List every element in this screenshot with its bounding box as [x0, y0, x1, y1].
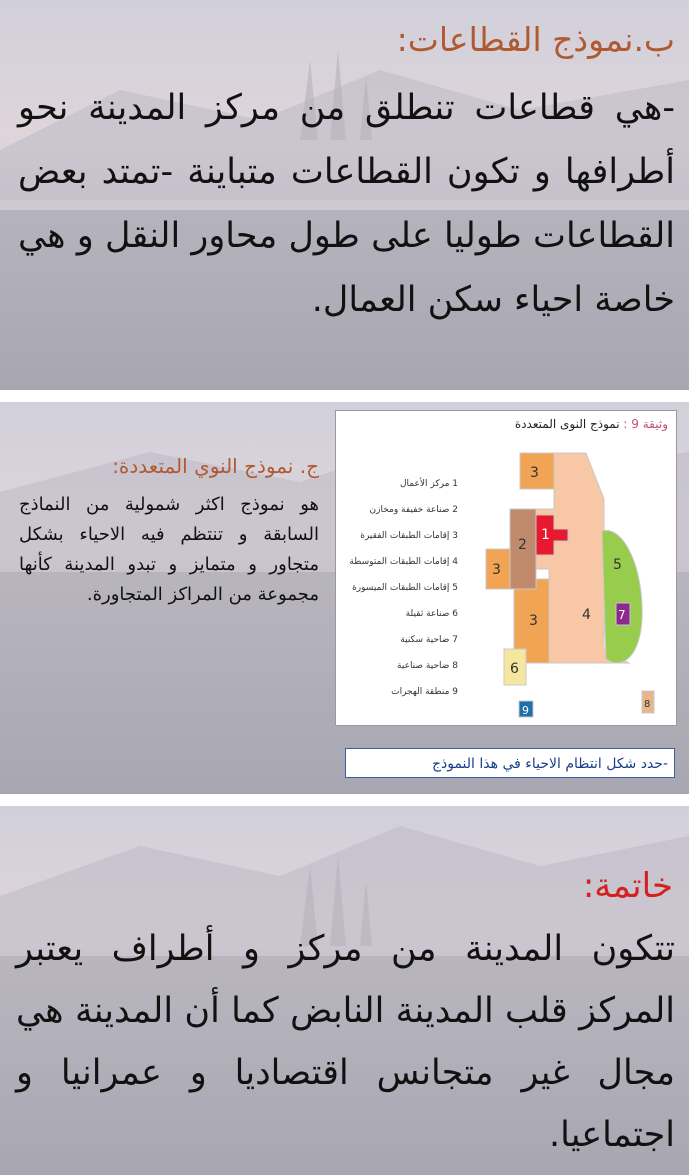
zone-label: 8 — [644, 699, 651, 710]
zone-label: 2 — [518, 537, 527, 553]
legend-item: 1 مركز الأعمال — [400, 479, 458, 489]
zone-label: 6 — [510, 661, 519, 677]
legend-item: 5 إقامات الطبقات الميسورة — [352, 583, 458, 593]
document-badge: وثيقة 9 : — [623, 417, 668, 431]
zone-5-wealthy — [602, 530, 642, 662]
legend-item: 7 ضاحية سكنية — [400, 635, 458, 645]
legend-item: 8 ضاحية صناعية — [397, 661, 458, 671]
section-body-text: تتكون المدينة من مركز و أطراف يعتبر المركز قلب المدينة النابض كما أن المدينة هي مجال غير متجانس اقتصاديا و عمرانيا و اجتماعيا. — [16, 929, 675, 1155]
section-heading: ب.نموذج القطاعات: — [396, 20, 675, 59]
zone-label: 1 — [541, 527, 550, 543]
zone-label: 4 — [582, 607, 591, 623]
multiple-nuclei-figure — [335, 410, 677, 726]
zone-label: 5 — [613, 557, 622, 573]
legend-item: 2 صناعة خفيفة ومخازن — [369, 505, 458, 515]
figure-title — [515, 417, 668, 431]
zone-label: 3 — [529, 613, 538, 629]
section-heading: ج. نموذج النوي المتعددة: — [112, 454, 319, 478]
legend-item: 9 منطقة الهجرات — [391, 687, 458, 697]
section-body-text: هو نموذج اكثر شمولية من النماذج السابقة و تنتظم فيه الاحياء بشكل متجاور و متمايز و تبدو المدينة كأنها مجموعة من المراكز المتجاورة. — [19, 494, 319, 605]
document-title: نموذج النوى المتعددة — [514, 417, 620, 431]
sector-model-panel — [0, 0, 689, 390]
multiple-nuclei-panel — [0, 402, 689, 794]
nuclei-map — [474, 449, 674, 719]
zone-label: 3 — [530, 465, 539, 481]
legend-item: 6 صناعة ثقيلة — [405, 609, 458, 619]
zone-label: 3 — [492, 562, 501, 578]
legend-item: 4 إقامات الطبقات المتوسطة — [349, 557, 458, 567]
zone-label: 7 — [618, 608, 626, 622]
figure-legend — [338, 477, 458, 711]
conclusion-panel — [0, 806, 689, 1175]
section-heading: خاتمة: — [582, 866, 673, 906]
section-body-text: -هي قطاعات تنطلق من مركز المدينة نحو أطرافها و تكون القطاعات متباينة -تمتد بعض القطاعات طوليا على طول محاور النقل و هي خاصة احياء سكن العمال. — [18, 88, 675, 320]
zone-label: 9 — [522, 704, 529, 717]
question-text: -حدد شكل انتظام الاحياء في هذا النموذج — [345, 748, 675, 778]
legend-item: 3 إقامات الطبقات الفقيرة — [360, 531, 458, 541]
